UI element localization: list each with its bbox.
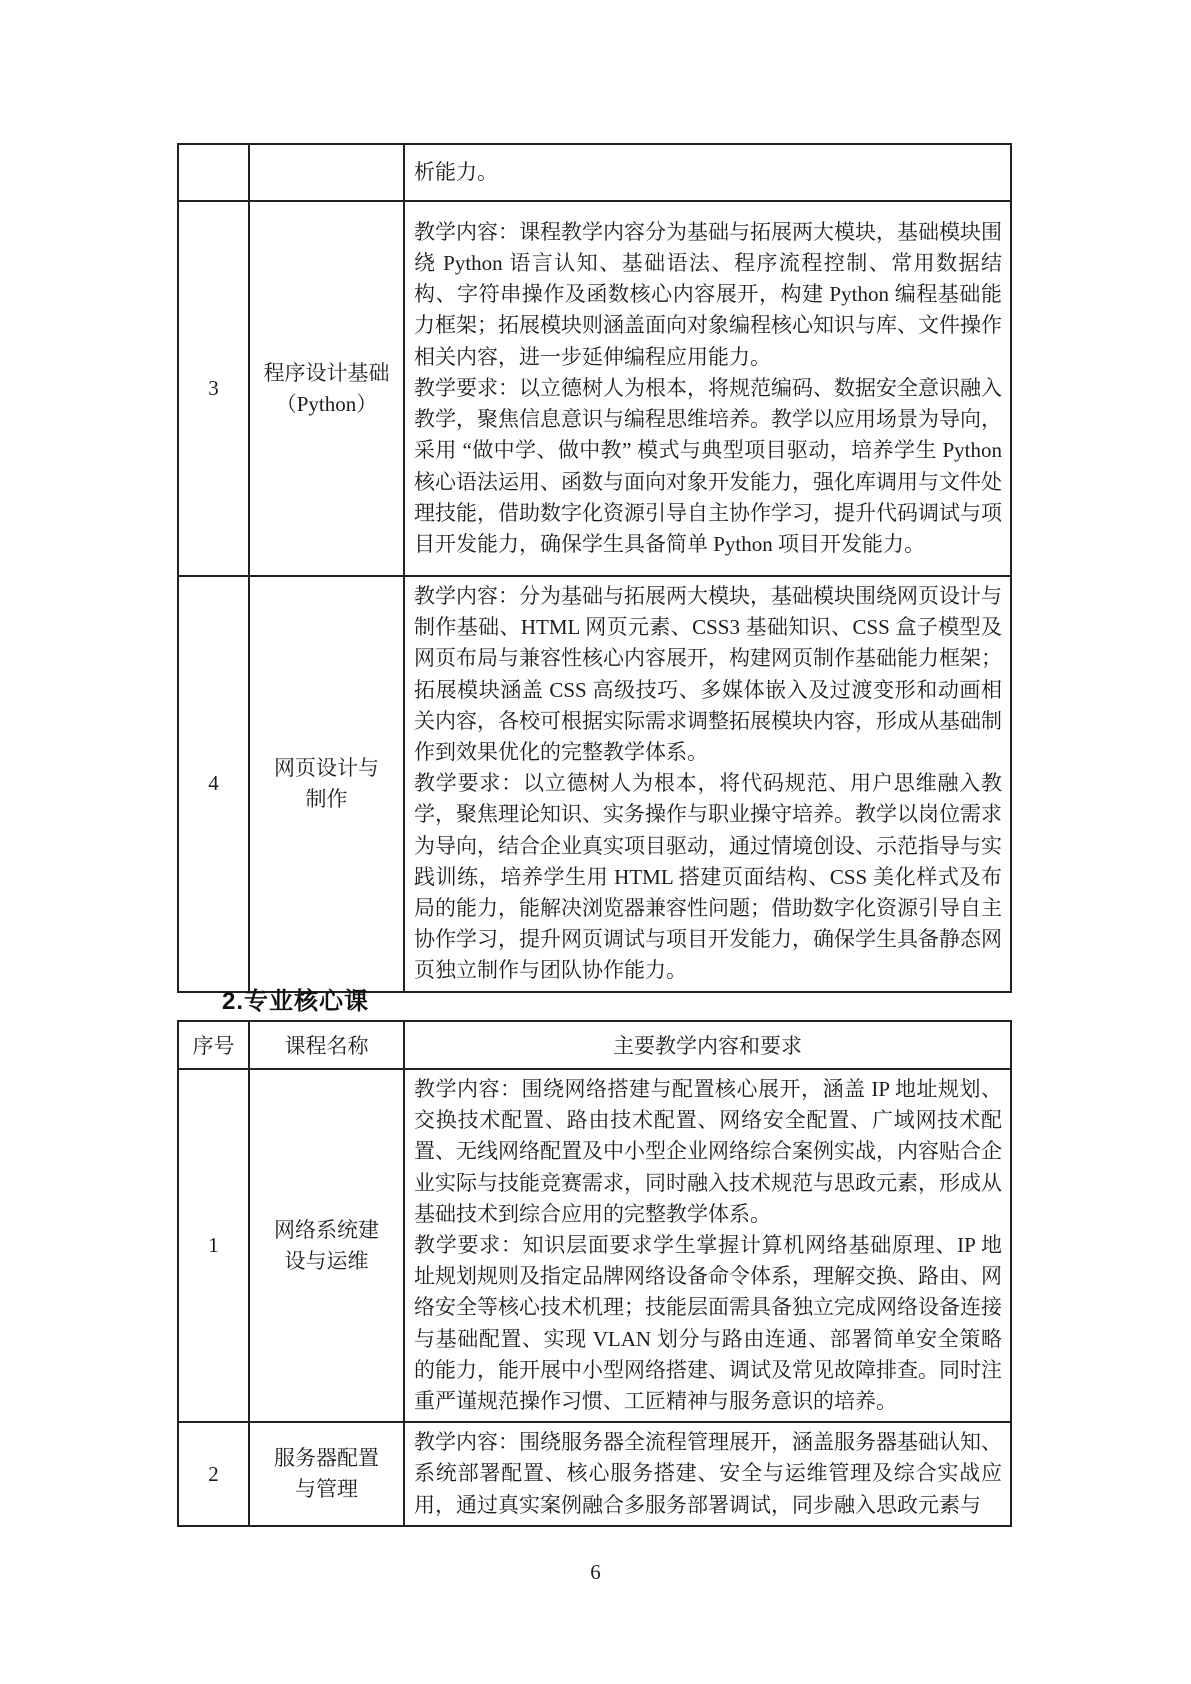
section-heading-core-courses: 2.专业核心课 <box>222 988 370 1015</box>
course-name-line: 程序设计基础 <box>263 360 390 385</box>
content-paragraph: 析能力。 <box>414 159 498 184</box>
table-row-course-3 <box>178 201 1011 576</box>
course-name-line: 网页设计与 <box>274 755 379 780</box>
course-content-cell <box>404 1422 1011 1526</box>
teaching-content-paragraph: 教学内容：课程教学内容分为基础与拓展两大模块，基础模块围绕 Python 语言认知、基础语法、程序流程控制、常用数据结构、字符串操作及函数核心内容展开，构建 Python 编程基础能力框架；拓展模块则涵盖面向对象编程核心知识与库、文件操作相关内容，进一步延伸编程应用能力。 <box>414 219 1002 369</box>
course-name-line: （Python） <box>275 391 378 416</box>
course-name-cell <box>249 1069 404 1422</box>
course-name-cell <box>249 144 404 201</box>
table-row-course-1 <box>178 1069 1011 1422</box>
course-content-cell <box>404 201 1011 576</box>
course-name-cell <box>249 201 404 576</box>
row-number-cell: 2 <box>178 1422 249 1526</box>
table-row-course-4 <box>178 576 1011 992</box>
basic-course-table <box>177 143 1012 993</box>
course-name-line: 服务器配置 <box>274 1446 379 1471</box>
course-name-cell <box>249 576 404 992</box>
table-row-continuation <box>178 144 1011 201</box>
course-name-line: 设与运维 <box>284 1248 369 1273</box>
teaching-requirement-paragraph: 教学要求：以立德树人为根本，将代码规范、用户思维融入教学，聚焦理论知识、实务操作与职业操守培养。教学以岗位需求为导向，结合企业真实项目驱动，通过情境创设、示范指导与实践训练，培养学生用 HTML 搭建页面结构、CSS 美化样式及布局的能力，能解决浏览器兼容性问题；借助数字化资源引导自主协作学习，提升网页调试与项目开发能力，确保学生具备静态网页独立制作与团队协作能力。 <box>414 771 1002 983</box>
core-course-table <box>177 1020 1012 1527</box>
row-number-cell: 3 <box>178 201 249 576</box>
row-number-cell <box>178 144 249 201</box>
column-header-index: 序号 <box>178 1021 249 1069</box>
teaching-requirement-paragraph: 教学要求：知识层面要求学生掌握计算机网络基础原理、IP 地址规划规则及指定品牌网络设备命令体系，理解交换、路由、网络安全等核心技术机理；技能层面需具备独立完成网络设备连接与基础配置、实现 VLAN 划分与路由连通、部署简单安全策略的能力，能开展中小型网络搭建、调试及常见故障排查。同时注重严谨规范操作习惯、工匠精神与服务意识的培养。 <box>414 1233 1003 1414</box>
page-number: 6 <box>590 1560 601 1584</box>
course-name-line: 网络系统建 <box>274 1217 379 1242</box>
course-name-line: 与管理 <box>295 1477 358 1502</box>
teaching-content-paragraph: 教学内容：围绕服务器全流程管理展开，涵盖服务器基础认知、系统部署配置、核心服务搭建、安全与运维管理及综合实战应用，通过真实案例融合多服务部署调试，同步融入思政元素与 <box>414 1430 1002 1517</box>
course-content-cell <box>404 576 1011 992</box>
table-header-row <box>178 1021 1011 1069</box>
teaching-content-paragraph: 教学内容：围绕网络搭建与配置核心展开，涵盖 IP 地址规划、交换技术配置、路由技术配置、网络安全配置、广域网技术配置、无线网络配置及中小型企业网络综合案例实战，内容贴合企业实际与技能竞赛需求，同时融入技术规范与思政元素，形成从基础技术到综合应用的完整教学体系。 <box>414 1077 1002 1226</box>
table-row-course-2 <box>178 1422 1011 1526</box>
teaching-content-paragraph: 教学内容：分为基础与拓展两大模块，基础模块围绕网页设计与制作基础、HTML 网页元素、CSS3 基础知识、CSS 盒子模型及网页布局与兼容性核心内容展开，构建网页制作基础能力框架；拓展模块涵盖 CSS 高级技巧、多媒体嵌入及过渡变形和动画相关内容，各校可根据实际需求调整拓展模块内容，形成从基础制作到效果优化的完整教学体系。 <box>414 584 1002 765</box>
course-content-cell <box>404 144 1011 201</box>
row-number-cell: 1 <box>178 1069 249 1422</box>
row-number-cell: 4 <box>178 576 249 992</box>
column-header-content: 主要教学内容和要求 <box>404 1021 1011 1069</box>
teaching-requirement-paragraph: 教学要求：以立德树人为根本，将规范编码、数据安全意识融入教学，聚焦信息意识与编程思维培养。教学以应用场景为导向，采用 “做中学、做中教” 模式与典型项目驱动，培养学生 Python 核心语法运用、函数与面向对象开发能力，强化库调用与文件处理技能，借助数字化资源引导自主协作学习，提升代码调试与项目开发能力，确保学生具备简单 Python 项目开发能力。 <box>414 375 1002 556</box>
course-name-cell <box>249 1422 404 1526</box>
course-name-line: 制作 <box>305 786 348 811</box>
column-header-course-name: 课程名称 <box>249 1021 404 1069</box>
course-content-cell <box>404 1069 1011 1422</box>
